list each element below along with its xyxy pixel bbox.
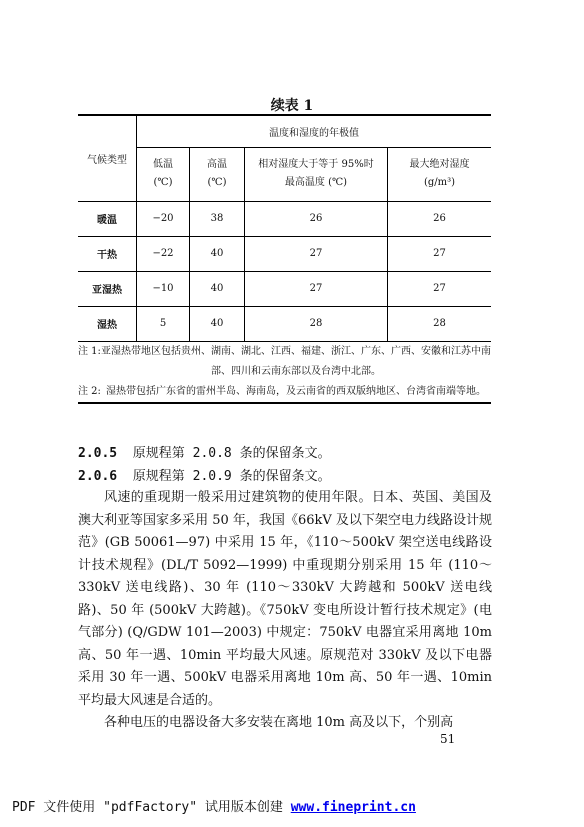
max-temp: 26 [245,201,388,236]
column-header-high: 高温 (℃) [190,147,245,201]
high-temp: 40 [190,306,245,341]
table-notes [78,341,491,403]
max-temp: 28 [245,306,388,341]
footer-text: PDF 文件使用 "pdfFactory" 试用版本创建 [12,800,291,815]
table-row [78,236,491,271]
low-temp: 5 [137,306,190,341]
low-temp: −20 [137,201,190,236]
clause-number: 2.0.5 [78,446,118,461]
max-temp: 27 [245,236,388,271]
table-row [78,201,491,236]
clause-2-0-5 [78,442,331,461]
table-title: 续表 1 [270,98,314,114]
body-text [78,487,492,735]
clause-number: 2.0.6 [78,469,118,484]
abs-humidity: 28 [388,306,492,341]
high-temp: 40 [190,271,245,306]
column-header-abs-humidity: 最大绝对湿度 (g/m³) [388,147,492,201]
climate-table [78,114,491,404]
footer-link[interactable]: www.fineprint.cn [290,800,416,815]
note-1: 注 1: 亚湿热带地区包括贵州、湖南、湖北、江西、福建、浙江、广东、广西、安徽和江苏中南部、四川和云南东部以及台湾中北部。 [78,345,491,377]
table-row [78,271,491,306]
abs-humidity: 26 [388,201,492,236]
max-temp: 27 [245,271,388,306]
abs-humidity: 27 [388,236,492,271]
low-temp: −22 [137,236,190,271]
abs-humidity: 27 [388,271,492,306]
climate-type: 湿热 [78,306,137,341]
note-2: 注 2: 湿热带包括广东省的雷州半岛、海南岛，及云南省的西双版纳地区、台湾省南端等地。 [78,385,486,397]
table-row [78,306,491,341]
high-temp: 38 [190,201,245,236]
climate-type: 亚湿热 [78,271,137,306]
row-header: 气候类型 [78,115,137,201]
clause-2-0-6 [78,465,331,484]
group-header: 温度和湿度的年极值 [137,115,492,147]
column-header-low: 低温 (℃) [137,147,190,201]
column-header-max-temp: 相对湿度大于等于 95%时 最高温度 (℃) [245,147,388,201]
clause-text: 原规程第 2.0.8 条的保留条文。 [132,446,331,461]
page-number: 51 [440,732,456,746]
clause-text: 原规程第 2.0.9 条的保留条文。 [132,469,331,484]
paragraph: 各种电压的电器设备大多安装在离地 10m 高及以下，个别高 [104,715,454,730]
climate-type: 干热 [78,236,137,271]
pdf-footer [12,796,416,815]
high-temp: 40 [190,236,245,271]
paragraph: 风速的重现期一般采用过建筑物的使用年限。日本、英国、美国及澳大利亚等国家多采用 50 年，我国《66kV 及以下架空电力线路设计规范》(GB 50061—97) 中采用 15 年，《110～500kV 架空送电线路设计技术规程》(DL/T 5092—1999) 中重现期分别采用 15 年 (110～330kV 送电线路)、30 年 (110～330kV 大跨越和 500kV 送电线路)、50 年 (500kV 大跨越)。《750kV 变电所设计暂行技术规定》(电气部分) (Q/GDW 101—2003) 中规定：750kV 电器宜采用离地 10m 高、50 年一遇、10min 平均最大风速。原规范对 330kV 及以下电器采用 30 年一遇、500kV 电器采用离地 10m 高、50 年一遇、10min 平均最大风速是合适的。 [78,490,492,708]
low-temp: −10 [137,271,190,306]
climate-type: 暖温 [78,201,137,236]
